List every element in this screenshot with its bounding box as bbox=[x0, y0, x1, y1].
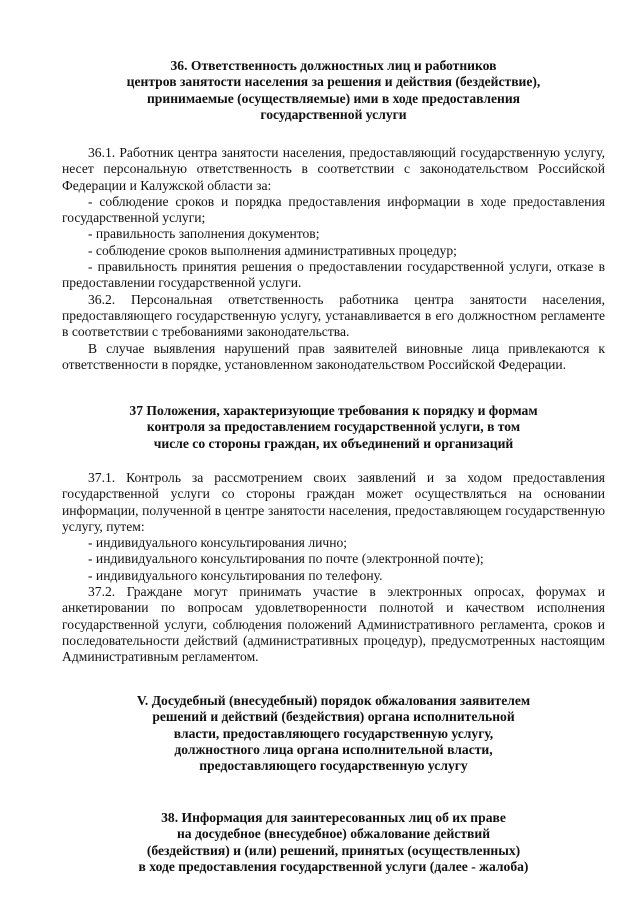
list-item: - правильность принятия решения о предоставлении государственной услуги, отказе в предоставлении государственной услуги. bbox=[62, 259, 605, 291]
section-36-body bbox=[62, 145, 605, 373]
heading-line: в ходе предоставления государственной услуги (далее - жалоба) bbox=[138, 858, 529, 874]
heading-line: числе со стороны граждан, их объединений и организаций bbox=[153, 435, 514, 451]
heading-line: V. Досудебный (внесудебный) порядок обжалования заявителем bbox=[136, 693, 531, 708]
heading-line: 37 Положения, характеризующие требования к порядку и формам bbox=[129, 403, 538, 418]
heading-line: предоставляющего государственную услугу bbox=[199, 758, 468, 774]
list-item: - соблюдение сроков и порядка предоставления информации в ходе предоставления государственной услуги; bbox=[62, 193, 605, 226]
paragraph-36-1: 36.1. Работник центра занятости населения, предоставляющий государственную услугу, несет персональную ответственность в соответствии с законодательством Российской Федерации и Калужской области за: bbox=[62, 145, 605, 193]
list-item: - индивидуального консультирования по телефону. bbox=[88, 567, 383, 583]
heading-line: должностного лица органа исполнительной власти, bbox=[174, 741, 493, 757]
section-36-heading bbox=[62, 58, 605, 123]
list-item: - индивидуального консультирования лично; bbox=[88, 535, 348, 551]
list-item: - соблюдение сроков выполнения административных процедур; bbox=[88, 242, 457, 258]
heading-line: (бездействия) и (или) решений, принятых (осуществленных) bbox=[146, 842, 521, 858]
section-38-heading bbox=[62, 810, 605, 875]
heading-line: государственной услуги bbox=[260, 106, 407, 122]
heading-line: власти, предоставляющего государственную услугу, bbox=[173, 725, 494, 741]
heading-line: центров занятости населения за решения и действия (бездействие), bbox=[126, 74, 541, 90]
paragraph-37-1: 37.1. Контроль за рассмотрением своих заявлений и за ходом предоставления государственной услуги со стороны граждан может осуществляться на основании информации, полученной в центре занятости населения, предоставляющем государственную услугу, путем: bbox=[62, 470, 605, 534]
section-v-heading bbox=[62, 693, 605, 774]
paragraph-violations: В случае выявления нарушений прав заявителей виновные лица привлекаются к ответственности в порядке, установленном законодательством Российской Федерации. bbox=[62, 340, 605, 372]
list-item: - правильность заполнения документов; bbox=[88, 226, 320, 242]
heading-line: 38. Информация для заинтересованных лиц об их праве bbox=[161, 810, 506, 825]
heading-line: решений и действий (бездействия) органа исполнительной bbox=[152, 709, 515, 725]
section-37-heading bbox=[62, 403, 605, 452]
list-item: - индивидуального консультирования по почте (электронной почте); bbox=[88, 551, 484, 567]
heading-line: 36. Ответственность должностных лиц и работников bbox=[170, 58, 497, 73]
paragraph-37-2: 37.2. Граждане могут принимать участие в электронных опросах, форумах и анкетировании по вопросам удовлетворенности полнотой и качеством исполнения государственной услуги, соблюдения положений Административного регламента, сроков и последовательности действий (административных процедур), предусмотренных настоящим Административным регламентом. bbox=[62, 584, 605, 665]
section-37-body bbox=[62, 470, 605, 666]
heading-line: принимаемые (осуществляемые) ими в ходе предоставления bbox=[146, 90, 521, 106]
heading-line: контроля за предоставлением государственной услуги, в том bbox=[146, 419, 521, 435]
heading-line: на досудебное (внесудебное) обжалование действий bbox=[176, 826, 491, 842]
paragraph-36-2: 36.2. Персональная ответственность работника центра занятости населения, предоставляющего государственную услугу, устанавливается в его должностном регламенте в соответствии с требованиями законодательства. bbox=[62, 291, 605, 340]
